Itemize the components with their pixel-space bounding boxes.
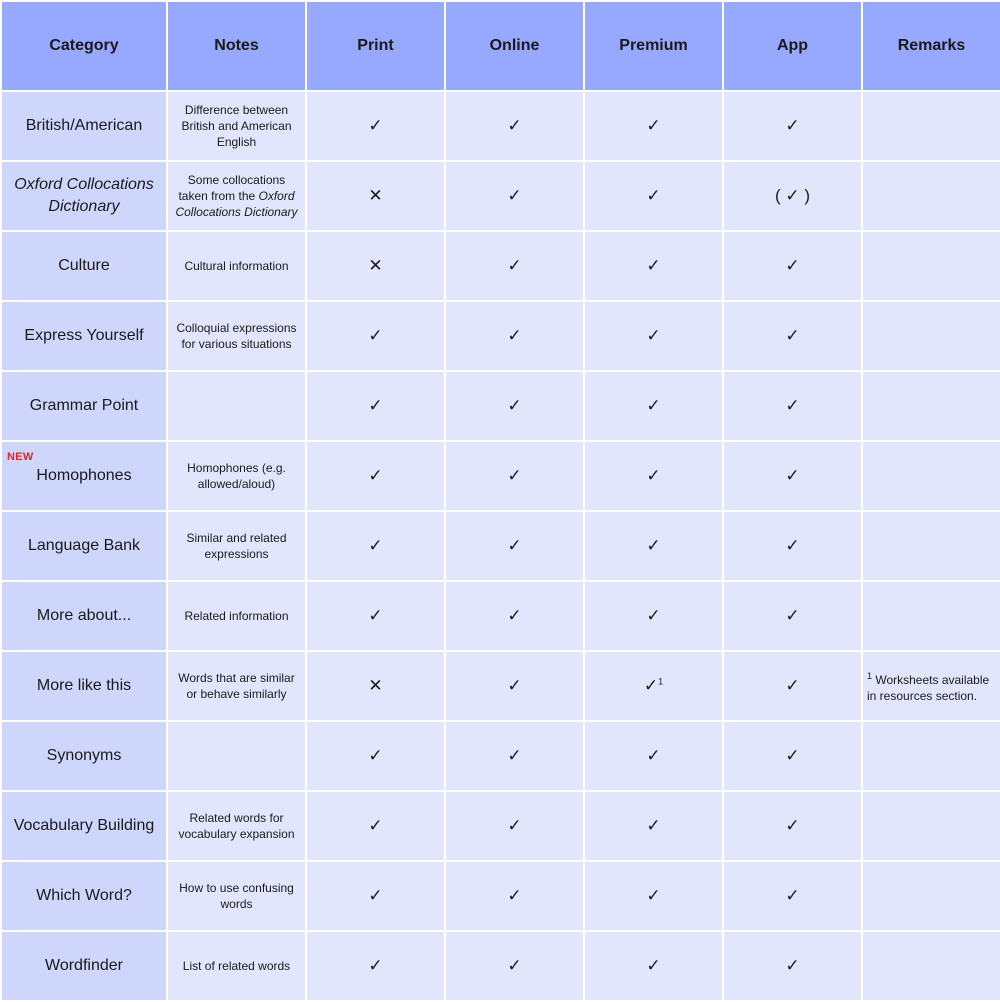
cross-icon: ✕ (368, 186, 383, 205)
check-icon: ✓ (646, 256, 661, 275)
remarks-cell (862, 511, 1000, 581)
category-cell (1, 441, 167, 511)
notes-text: Difference between British and American English (181, 103, 292, 149)
table-row (1, 511, 1000, 581)
new-badge: NEW (7, 451, 34, 463)
category-cell (1, 371, 167, 441)
remarks-cell (862, 791, 1000, 861)
print-availability-cell (306, 791, 445, 861)
print-availability-cell (306, 931, 445, 1001)
notes-text: How to use confusing words (179, 881, 294, 911)
category-cell (1, 791, 167, 861)
notes-text: Homophones (e.g. allowed/aloud) (187, 461, 286, 491)
table-row (1, 861, 1000, 931)
app-availability-cell (723, 161, 862, 231)
check-icon: ✓ (368, 816, 383, 835)
category-label: Vocabulary Building (13, 817, 155, 834)
check-icon: ✓ (368, 886, 383, 905)
remarks-cell (862, 231, 1000, 301)
check-icon: ✓ (507, 606, 522, 625)
check-icon: ✓ (785, 816, 800, 835)
table-row (1, 91, 1000, 161)
cross-icon: ✕ (368, 676, 383, 695)
header-row (1, 1, 1000, 91)
category-cell (1, 511, 167, 581)
check-icon: ✓ (507, 536, 522, 555)
app-availability-cell (723, 91, 862, 161)
category-cell (1, 931, 167, 1001)
premium-availability-cell (584, 231, 723, 301)
remarks-cell (862, 161, 1000, 231)
remarks-cell (862, 301, 1000, 371)
print-availability-cell (306, 301, 445, 371)
app-availability-cell (723, 581, 862, 651)
remarks-cell (862, 441, 1000, 511)
app-availability-cell (723, 511, 862, 581)
category-cell (1, 231, 167, 301)
print-availability-cell (306, 581, 445, 651)
print-availability-cell (306, 231, 445, 301)
category-label: Grammar Point (29, 397, 139, 414)
check-icon: ✓ (507, 256, 522, 275)
app-availability-cell (723, 861, 862, 931)
premium-availability-cell (584, 861, 723, 931)
premium-availability-cell (584, 651, 723, 721)
header-category: Category (1, 1, 167, 91)
cross-icon: ✕ (368, 256, 383, 275)
check-icon: ✓ (368, 956, 383, 975)
table-row (1, 791, 1000, 861)
notes-text: Oxford Collocations Dictionary (175, 189, 298, 219)
print-availability-cell (306, 651, 445, 721)
app-availability-cell (723, 931, 862, 1001)
header-notes: Notes (167, 1, 306, 91)
notes-cell (167, 721, 306, 791)
print-availability-cell (306, 441, 445, 511)
notes-cell (167, 371, 306, 441)
table-row (1, 931, 1000, 1001)
check-icon: ✓ (785, 746, 800, 765)
notes-text: Some collocations taken from the (178, 173, 286, 203)
notes-cell (167, 161, 306, 231)
online-availability-cell (445, 301, 584, 371)
check-icon: ✓ (368, 536, 383, 555)
app-availability-cell (723, 441, 862, 511)
table-row (1, 721, 1000, 791)
category-label: Which Word? (36, 887, 132, 904)
category-label: More like this (36, 677, 132, 694)
category-label: British/American (25, 117, 143, 134)
table-row (1, 301, 1000, 371)
online-availability-cell (445, 651, 584, 721)
notes-cell (167, 231, 306, 301)
check-icon: ✓ (785, 256, 800, 275)
category-label: Express Yourself (24, 327, 144, 344)
category-cell (1, 581, 167, 651)
app-availability-cell (723, 231, 862, 301)
premium-availability-cell (584, 931, 723, 1001)
check-icon: ✓ (507, 746, 522, 765)
check-icon: ✓ (785, 466, 800, 485)
notes-cell (167, 861, 306, 931)
footnote-marker: 1 (867, 671, 873, 681)
check-icon: ✓ (368, 746, 383, 765)
check-icon: ( ✓ ) (774, 186, 810, 205)
check-icon: ✓ (785, 396, 800, 415)
table-row (1, 581, 1000, 651)
category-cell (1, 301, 167, 371)
table-row (1, 651, 1000, 721)
online-availability-cell (445, 511, 584, 581)
online-availability-cell (445, 91, 584, 161)
table-row (1, 371, 1000, 441)
app-availability-cell (723, 721, 862, 791)
check-icon: ✓ (507, 466, 522, 485)
check-icon: ✓ (368, 606, 383, 625)
print-availability-cell (306, 91, 445, 161)
remarks-cell (862, 721, 1000, 791)
check-icon: ✓ (785, 536, 800, 555)
notes-cell (167, 791, 306, 861)
premium-availability-cell (584, 371, 723, 441)
premium-availability-cell (584, 511, 723, 581)
notes-text: Colloquial expressions for various situations (176, 321, 297, 351)
check-icon: ✓ (646, 746, 661, 765)
print-availability-cell (306, 371, 445, 441)
remarks-cell (862, 371, 1000, 441)
check-icon: ✓ (785, 956, 800, 975)
online-availability-cell (445, 931, 584, 1001)
table-body (1, 91, 1000, 1001)
premium-availability-cell (584, 301, 723, 371)
check-icon: ✓ (507, 116, 522, 135)
notes-cell (167, 301, 306, 371)
online-availability-cell (445, 161, 584, 231)
remarks-cell (862, 581, 1000, 651)
check-icon: ✓ (507, 186, 522, 205)
notes-cell (167, 931, 306, 1001)
header-remarks: Remarks (862, 1, 1000, 91)
premium-availability-cell (584, 721, 723, 791)
check-icon: ✓ (646, 116, 661, 135)
print-availability-cell (306, 861, 445, 931)
check-icon: ✓ (785, 116, 800, 135)
app-availability-cell (723, 301, 862, 371)
table-row (1, 441, 1000, 511)
check-icon: ✓ (646, 396, 661, 415)
header-online: Online (445, 1, 584, 91)
notes-cell (167, 511, 306, 581)
online-availability-cell (445, 861, 584, 931)
print-availability-cell (306, 511, 445, 581)
check-icon: ✓ (785, 676, 800, 695)
check-icon: ✓ (368, 466, 383, 485)
notes-text: Similar and related expressions (186, 531, 287, 561)
header-app: App (723, 1, 862, 91)
category-cell (1, 161, 167, 231)
print-availability-cell (306, 721, 445, 791)
header-premium: Premium (584, 1, 723, 91)
remarks-cell (862, 91, 1000, 161)
category-label: Oxford Collocations Dictionary (14, 176, 154, 215)
notes-cell (167, 91, 306, 161)
category-cell (1, 651, 167, 721)
check-icon: ✓ (785, 326, 800, 345)
check-icon: ✓ (646, 326, 661, 345)
notes-text: Related information (184, 609, 289, 623)
check-icon: ✓ (646, 606, 661, 625)
check-icon: ✓ (507, 326, 522, 345)
notes-text: Related words for vocabulary expansion (178, 811, 295, 841)
check-icon: ✓ (368, 396, 383, 415)
category-cell (1, 721, 167, 791)
check-icon: ✓ (643, 676, 659, 695)
notes-text: List of related words (182, 959, 291, 973)
check-icon: ✓ (646, 816, 661, 835)
category-label: Synonyms (46, 747, 122, 764)
category-label: More about... (36, 607, 132, 624)
table-row (1, 161, 1000, 231)
check-icon: ✓ (368, 326, 383, 345)
check-icon: ✓ (785, 886, 800, 905)
check-icon: ✓ (646, 886, 661, 905)
notes-text: Cultural information (184, 259, 289, 273)
check-icon: ✓ (507, 816, 522, 835)
footnote-marker: 1 (658, 676, 664, 687)
online-availability-cell (445, 371, 584, 441)
check-icon: ✓ (646, 186, 661, 205)
check-icon: ✓ (368, 116, 383, 135)
remarks-cell (862, 861, 1000, 931)
check-icon: ✓ (507, 396, 522, 415)
online-availability-cell (445, 231, 584, 301)
table-row (1, 231, 1000, 301)
print-availability-cell (306, 161, 445, 231)
remarks-text: Worksheets available in resources section. (867, 673, 990, 703)
category-label: Language Bank (27, 537, 141, 554)
online-availability-cell (445, 721, 584, 791)
check-icon: ✓ (646, 466, 661, 485)
notes-cell (167, 441, 306, 511)
check-icon: ✓ (507, 956, 522, 975)
online-availability-cell (445, 581, 584, 651)
check-icon: ✓ (646, 956, 661, 975)
category-cell (1, 91, 167, 161)
premium-availability-cell (584, 791, 723, 861)
check-icon: ✓ (646, 536, 661, 555)
online-availability-cell (445, 791, 584, 861)
premium-availability-cell (584, 161, 723, 231)
app-availability-cell (723, 651, 862, 721)
check-icon: ✓ (785, 606, 800, 625)
header-print: Print (306, 1, 445, 91)
app-availability-cell (723, 791, 862, 861)
notes-cell (167, 651, 306, 721)
remarks-cell (862, 651, 1000, 721)
notes-cell (167, 581, 306, 651)
remarks-cell (862, 931, 1000, 1001)
premium-availability-cell (584, 91, 723, 161)
check-icon: ✓ (507, 886, 522, 905)
category-label: Culture (58, 257, 110, 274)
category-cell (1, 861, 167, 931)
app-availability-cell (723, 371, 862, 441)
notes-text: Words that are similar or behave similarly (178, 671, 295, 701)
category-label: Wordfinder (45, 957, 123, 974)
check-icon: ✓ (507, 676, 522, 695)
category-label: Homophones (36, 467, 132, 484)
online-availability-cell (445, 441, 584, 511)
premium-availability-cell (584, 581, 723, 651)
premium-availability-cell (584, 441, 723, 511)
